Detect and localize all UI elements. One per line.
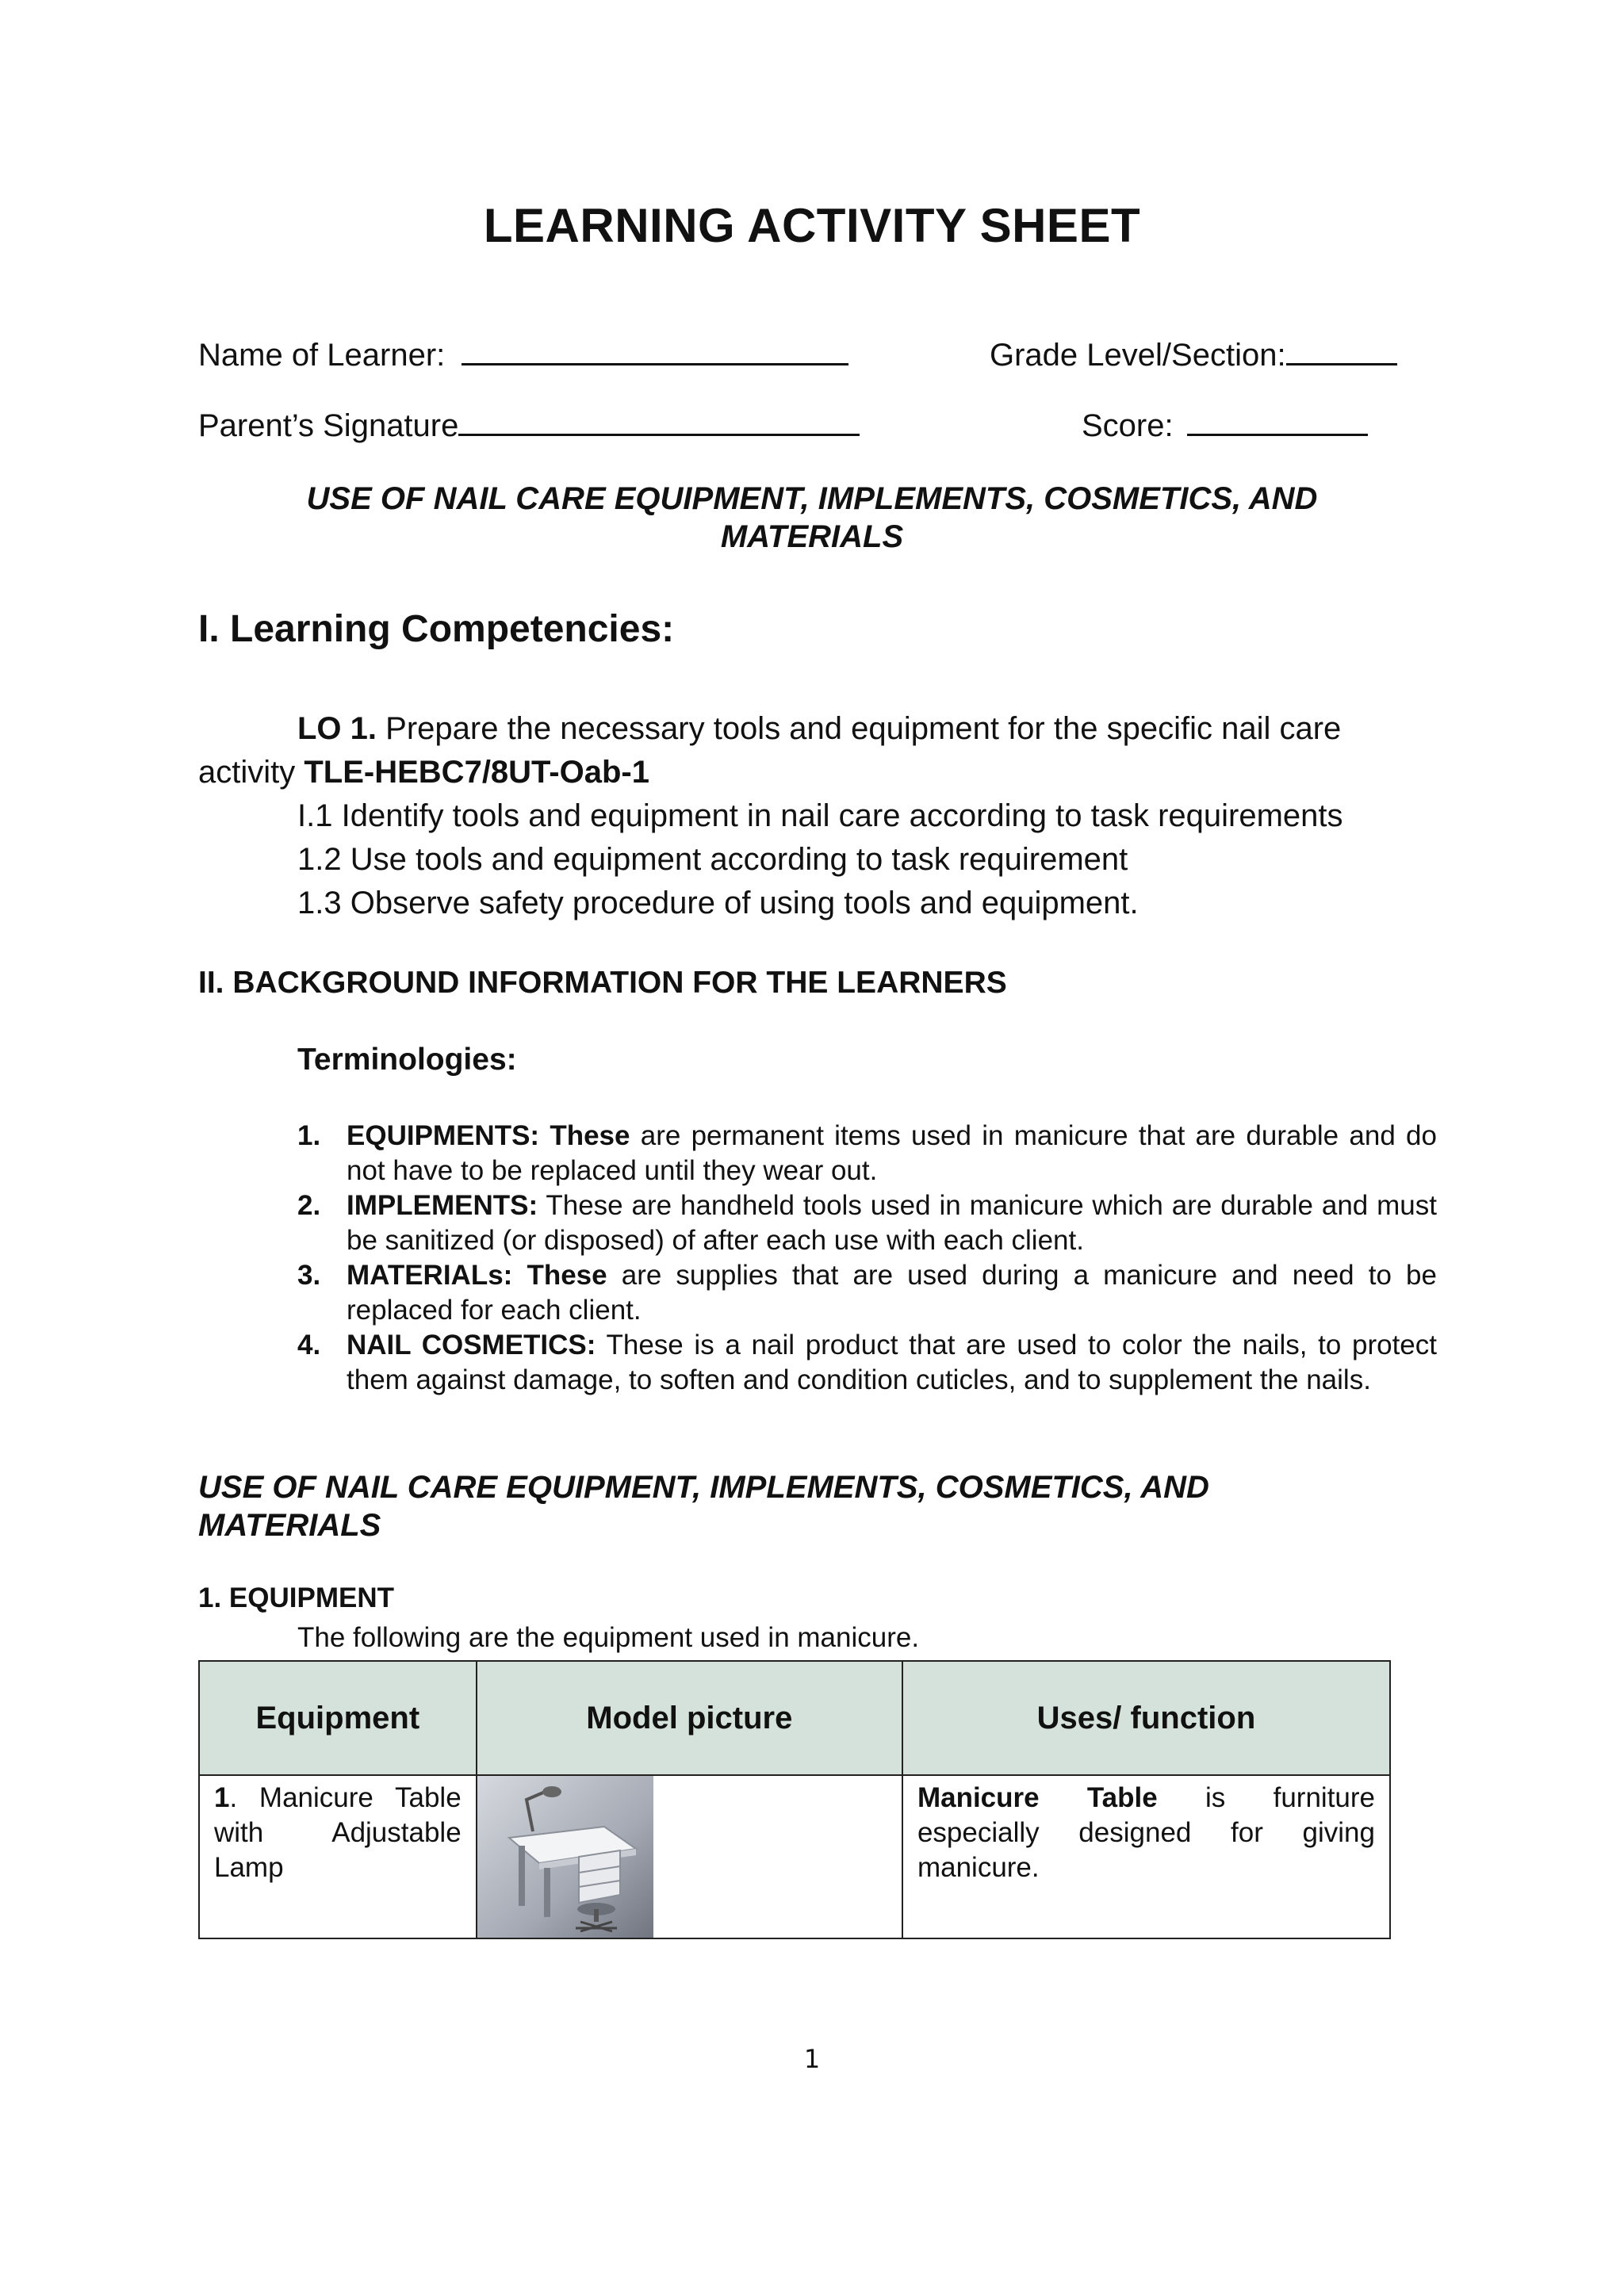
competency-item: 1.3 Observe safety procedure of using tools and equipment.: [297, 886, 1139, 920]
term-definition: are supplies that are used during a manicure and need to be replaced for each client.: [347, 1260, 1437, 1326]
parent-signature-field: [198, 405, 860, 444]
terminologies-heading: Terminologies:: [297, 1043, 517, 1077]
term-number: 3.: [297, 1260, 321, 1291]
learning-outcome: [198, 707, 1396, 925]
parent-blank-line[interactable]: [458, 405, 860, 436]
score-blank-line[interactable]: [1187, 405, 1368, 436]
column-header-equipment: Equipment: [199, 1661, 477, 1775]
name-blank-line[interactable]: [462, 335, 848, 365]
score-field: [1082, 405, 1368, 444]
use-term: Manicure Table: [917, 1782, 1158, 1813]
document-subtitle: [238, 480, 1386, 556]
equipment-name-cell: [199, 1775, 477, 1938]
model-picture-cell: [477, 1775, 902, 1938]
grade-level-field: [990, 335, 1397, 373]
page-number: 1: [803, 2044, 821, 2074]
list-item: [297, 1328, 1437, 1398]
competency-item: 1.2 Use tools and equipment according to task requirement: [297, 842, 1128, 877]
use-of-nail-care-heading: [198, 1468, 1396, 1544]
uses-function-cell: [902, 1775, 1390, 1938]
page-title: LEARNING ACTIVITY SHEET: [483, 199, 1141, 252]
manicure-table-image: [477, 1776, 653, 1938]
term-definition: are permanent items used in manicure that are durable and do not have to be replaced until they wear out.: [347, 1120, 1437, 1186]
list-item: [297, 1119, 1437, 1188]
equipment-intro: The following are the equipment used in manicure.: [297, 1622, 920, 1653]
parent-signature-label: Parent’s Signature: [198, 408, 459, 443]
column-header-uses-function: Uses/ function: [902, 1661, 1390, 1775]
term-number: 4.: [297, 1330, 321, 1360]
term-name: MATERIALs: These: [347, 1260, 607, 1291]
grade-blank-line[interactable]: [1286, 335, 1397, 365]
list-item: [297, 1188, 1437, 1258]
term-definition: These is a nail product that are used to color the nails, to protect them against damage, to soften and condition cuticles, and to supplement the nails.: [347, 1330, 1437, 1395]
equipment-table: [198, 1660, 1391, 1939]
manicure-table-illustration: [477, 1776, 653, 1938]
equipment-number: 1: [214, 1782, 230, 1813]
term-number: 2.: [297, 1190, 321, 1221]
terminologies-list: [297, 1119, 1437, 1398]
equipment-name: . Manicure Table with Adjustable Lamp: [214, 1782, 462, 1883]
list-item: [297, 1258, 1437, 1328]
background-information-heading: II. BACKGROUND INFORMATION FOR THE LEARNERS: [198, 966, 1007, 1000]
score-label: Score:: [1082, 408, 1174, 443]
term-name: EQUIPMENTS: These: [347, 1120, 630, 1151]
subtitle-line-2: MATERIALS: [720, 519, 904, 554]
name-of-learner-field: [198, 335, 848, 373]
lo-text: Prepare the necessary tools and equipment for the specific nail care: [377, 711, 1342, 746]
name-of-learner-label: Name of Learner:: [198, 338, 446, 373]
competency-item: I.1 Identify tools and equipment in nail care according to task requirements: [297, 798, 1343, 833]
use-description: is furniture especially designed for giving manicure.: [917, 1782, 1376, 1883]
lo-label: LO 1.: [297, 711, 377, 746]
table-header-row: [199, 1661, 1390, 1775]
column-header-model-picture: Model picture: [477, 1661, 902, 1775]
term-definition: These are handheld tools used in manicure which are durable and must be sanitized (or disposed) of after each use with each client.: [347, 1190, 1437, 1256]
term-number: 1.: [297, 1120, 321, 1151]
learning-competencies-heading: I. Learning Competencies:: [198, 608, 675, 650]
section-heading-line-2: MATERIALS: [198, 1508, 381, 1543]
term-name: IMPLEMENTS:: [347, 1190, 538, 1221]
lo-code: TLE-HEBC7/8UT-Oab-1: [304, 755, 649, 790]
term-name: NAIL COSMETICS:: [347, 1330, 596, 1360]
lo-continuation: activity: [198, 755, 304, 790]
table-row: [199, 1775, 1390, 1938]
equipment-heading: 1. EQUIPMENT: [198, 1582, 394, 1613]
section-heading-line-1: USE OF NAIL CARE EQUIPMENT, IMPLEMENTS, COSMETICS, AND: [198, 1470, 1209, 1505]
subtitle-line-1: USE OF NAIL CARE EQUIPMENT, IMPLEMENTS, COSMETICS, AND: [306, 481, 1318, 516]
grade-level-label: Grade Level/Section:: [990, 338, 1286, 373]
